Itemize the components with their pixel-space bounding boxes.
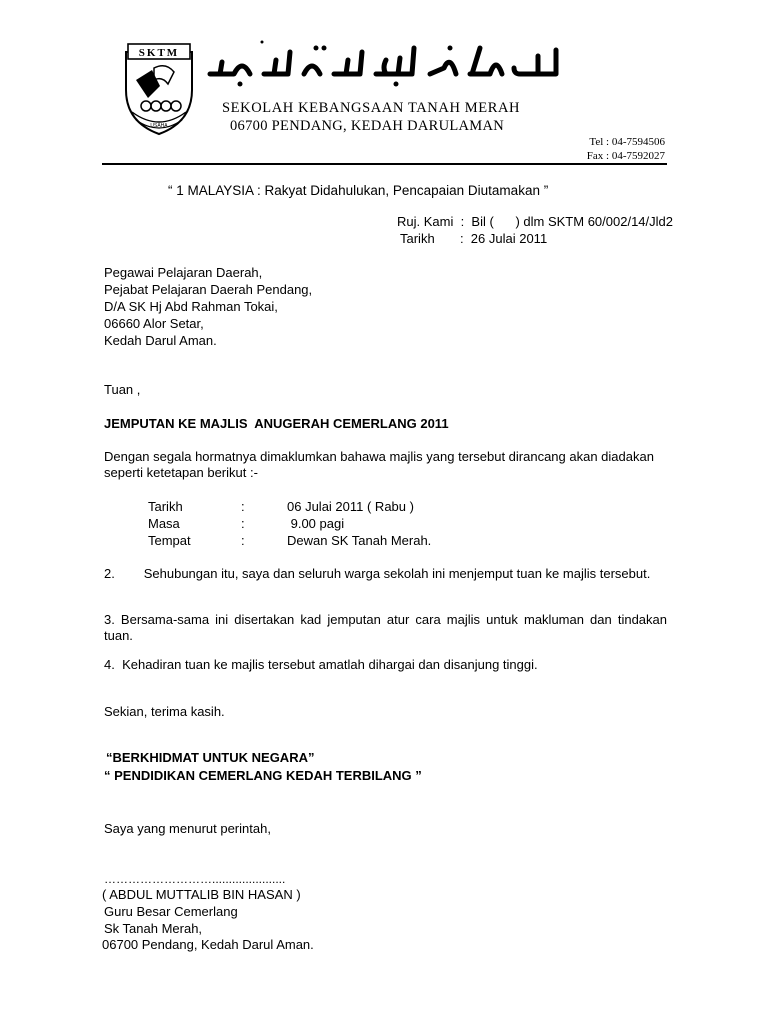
telephone-number: Tel : 04-7594506 [589,136,665,148]
school-name: SEKOLAH KEBANGSAAN TANAH MERAH [222,100,521,116]
letter-subject: JEMPUTAN KE MAJLIS ANUGERAH CEMERLANG 2011 [104,416,449,431]
detail-label-venue: Tempat [148,533,191,548]
yang-menurut-perintah: Saya yang menurut perintah, [104,821,271,836]
detail-label-time: Masa [148,516,180,531]
detail-value-date: 06 Julai 2011 ( Rabu ) [287,499,414,514]
signatory-name: ( ABDUL MUTTALIB BIN HASAN ) [102,887,301,902]
paragraph-3: 3. Bersama-sama ini disertakan kad jemputan atur cara majlis untuk makluman dan tindakan tuan. [104,612,667,643]
school-address: 06700 PENDANG, KEDAH DARULAMAN [230,118,505,134]
fax-number: Fax : 04-7592027 [586,150,665,162]
recipient-line: D/A SK Hj Abd Rahman Tokai, [104,299,278,314]
reference-number: Ruj. Kami : Bil ( ) dlm SKTM 60/002/14/Jld2 [397,214,673,229]
closing-line: Sekian, terima kasih. [104,704,225,719]
detail-label-date: Tarikh [148,499,183,514]
letter-date: Tarikh : 26 Julai 2011 [400,231,548,246]
jawi-school-name-calligraphy [200,38,568,90]
paragraph-2: 2. Sehubungan itu, saya dan seluruh warga sekolah ini menjemput tuan ke majlis tersebut. [104,566,651,581]
svg-text:SKTM: SKTM [138,47,180,59]
paragraph-4: 4. Kehadiran tuan ke majlis tersebut amatlah dihargai dan disanjung tinggi. [104,657,538,672]
recipient-line: Kedah Darul Aman. [104,333,217,348]
detail-colon: : [241,516,245,531]
detail-value-time: 9.00 pagi [287,516,345,531]
slogan: “ 1 MALAYSIA : Rakyat Didahulukan, Pencapaian Diutamakan ” [168,183,549,198]
salutation: Tuan , [104,382,141,397]
signature-line: ………………………...................... [104,872,286,886]
detail-colon: : [241,533,245,548]
recipient-line: Pejabat Pelajaran Daerah Pendang, [104,282,313,297]
detail-colon: : [241,499,245,514]
recipient-line: 06660 Alor Setar, [104,316,204,331]
detail-value-venue: Dewan SK Tanah Merah. [287,533,432,548]
recipient-line: Pegawai Pelajaran Daerah, [104,265,263,280]
svg-text:USAHA: USAHA [150,123,168,129]
header-divider [102,163,667,165]
school-crest-logo [118,40,200,136]
signatory-title: Guru Besar Cemerlang [104,904,238,919]
motto-berkhidmat: “BERKHIDMAT UNTUK NEGARA” [106,750,315,765]
recipient-address [104,264,312,349]
signatory-school: Sk Tanah Merah, [104,921,203,936]
motto-pendidikan: “ PENDIDIKAN CEMERLANG KEDAH TERBILANG ” [104,768,422,783]
signatory-address: 06700 Pendang, Kedah Darul Aman. [102,937,314,952]
intro-paragraph: Dengan segala hormatnya dimaklumkan bahawa majlis yang tersebut dirancang akan diadakan seperti ketetapan berikut :- [104,449,654,480]
